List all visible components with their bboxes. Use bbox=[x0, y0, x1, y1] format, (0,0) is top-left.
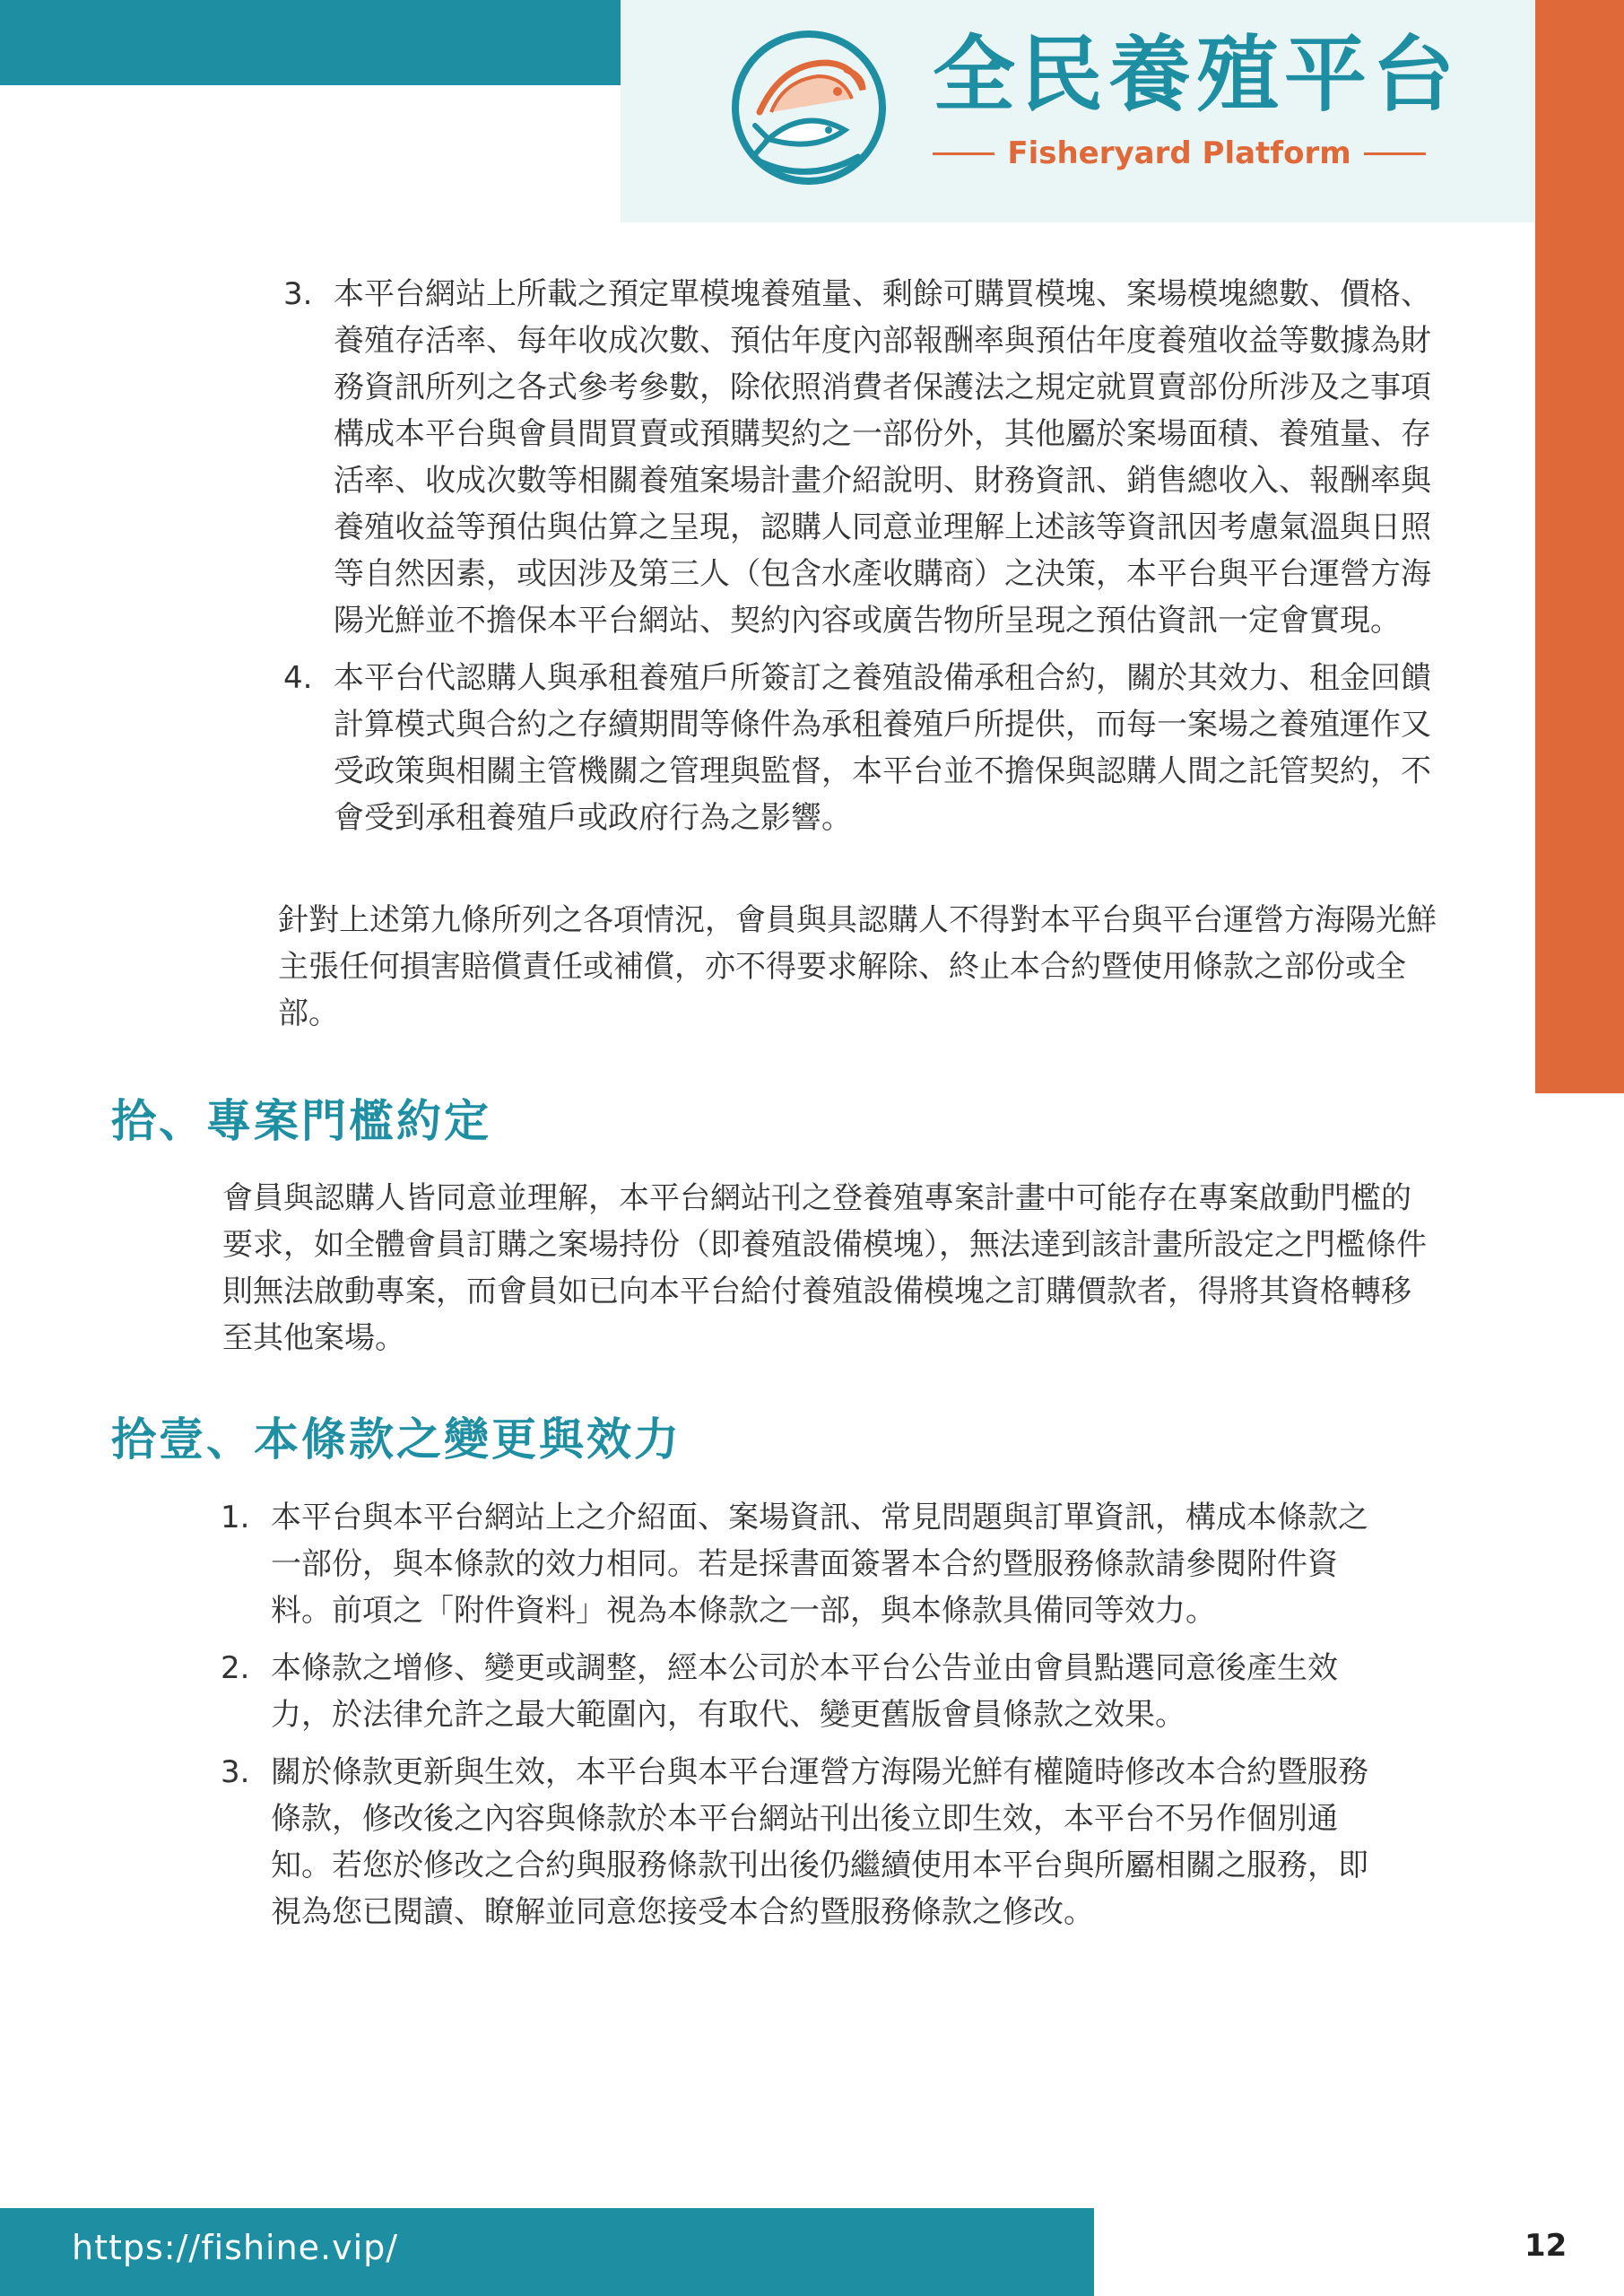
section10-heading: 拾、專案門檻約定 bbox=[111, 1095, 491, 1147]
list-item bbox=[221, 1749, 1379, 1935]
list-item-number: 3. bbox=[283, 276, 313, 312]
brand-title: 全民養殖平台 bbox=[933, 27, 1461, 123]
list-item-number: 3. bbox=[221, 1754, 250, 1790]
section11-heading: 拾壹、本條款之變更與效力 bbox=[111, 1413, 682, 1465]
list-item-number: 2. bbox=[221, 1650, 250, 1686]
section9-list bbox=[283, 271, 1441, 852]
list-item-number: 4. bbox=[283, 660, 313, 696]
section11-list bbox=[221, 1494, 1379, 1946]
list-item-text: 關於條款更新與生效，本平台與本平台運營方海陽光鮮有權隨時修改本合約暨服務條款，修改後之內容與條款於本平台網站刊出後立即生效，本平台不另作個別通知。若您於修改之合約與服務條款刊出後仍繼續使用本平台與所屬相關之服務，即視為您已閱讀、瞭解並同意您接受本合約暨服務條款之修改。 bbox=[271, 1754, 1368, 1930]
side-accent-bar bbox=[1535, 0, 1624, 1093]
fish-shrimp-logo-icon bbox=[728, 27, 890, 188]
list-item bbox=[221, 1645, 1379, 1738]
list-item-text: 本平台與本平台網站上之介紹面、案場資訊、常見問題與訂單資訊，構成本條款之一部份，與本條款的效力相同。若是採書面簽署本合約暨服務條款請參閱附件資料。前項之「附件資料」視為本條款之一部，與本條款具備同等效力。 bbox=[271, 1500, 1368, 1629]
brand-subtitle-text: Fisheryard Platform bbox=[1007, 135, 1351, 171]
subtitle-dash-left bbox=[933, 152, 994, 155]
list-item bbox=[221, 1494, 1379, 1634]
subtitle-dash-right bbox=[1364, 152, 1426, 155]
list-item-text: 本平台代認購人與承租養殖戶所簽訂之養殖設備承租合約，關於其效力、租金回饋計算模式與合約之存續期間等條件為承租養殖戶所提供，而每一案場之養殖運作又受政策與相關主管機關之管理與監督，本平台並不擔保與認購人間之託管契約，不會受到承租養殖戶或政府行為之影響。 bbox=[334, 660, 1431, 836]
list-item-number: 1. bbox=[221, 1500, 250, 1535]
top-accent-bar bbox=[0, 0, 621, 85]
list-item bbox=[283, 655, 1441, 841]
list-item-text: 本平台網站上所載之預定單模塊養殖量、剩餘可購買模塊、案場模塊總數、價格、養殖存活率、每年收成次數、預估年度內部報酬率與預估年度養殖收益等數據為財務資訊所列之各式參考參數，除依照消費者保護法之規定就買賣部份所涉及之事項構成本平台與會員間買賣或預購契約之一部份外，其他屬於案場面積、養殖量、存活率、收成次數等相關養殖案場計畫介紹說明、財務資訊、銷售總收入、報酬率與養殖收益等預估與估算之呈現，認購人同意並理解上述該等資訊因考慮氣溫與日照等自然因素，或因涉及第三人（包含水產收購商）之決策，本平台與平台運營方海陽光鮮並不擔保本平台網站、契約內容或廣告物所呈現之預估資訊一定會實現。 bbox=[334, 276, 1431, 639]
section9-closing-paragraph: 針對上述第九條所列之各項情況，會員與具認購人不得對本平台與平台運營方海陽光鮮主張任何損害賠償責任或補償，亦不得要求解除、終止本合約暨使用條款之部份或全部。 bbox=[278, 902, 1437, 1031]
page-number: 12 bbox=[1524, 2228, 1568, 2264]
footer-url-link[interactable]: https://fishine.vip/ bbox=[72, 2228, 399, 2267]
section10-paragraph: 會員與認購人皆同意並理解，本平台網站刊之登養殖專案計畫中可能存在專案啟動門檻的要求，如全體會員訂購之案場持份（即養殖設備模塊），無法達到該計畫所設定之門檻條件則無法啟動專案，而會員如已向本平台給付養殖設備模塊之訂購價款者，得將其資格轉移至其他案場。 bbox=[222, 1180, 1427, 1356]
list-item-text: 本條款之增修、變更或調整，經本公司於本平台公告並由會員點選同意後產生效力，於法律允許之最大範圍內，有取代、變更舊版會員條款之效果。 bbox=[271, 1650, 1338, 1733]
list-item bbox=[283, 271, 1441, 644]
brand-subtitle bbox=[933, 135, 1426, 171]
